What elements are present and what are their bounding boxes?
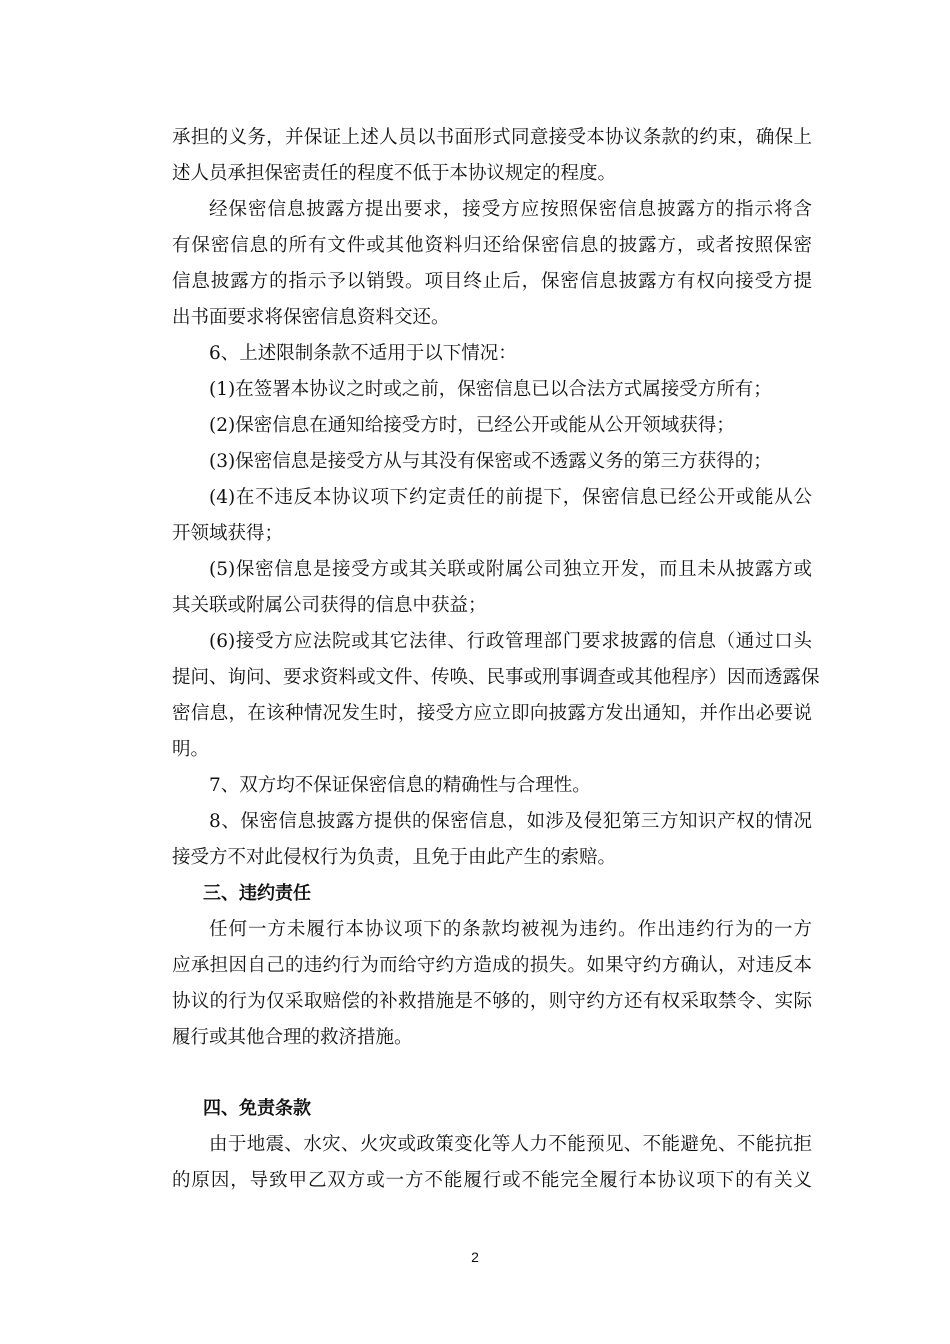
list-item-continued: 其关联或附属公司获得的信息中获益； (172, 595, 487, 616)
list-item: (2)保密信息在通知给接受方时，已经公开或能从公开领域获得； (209, 415, 735, 436)
list-item: (5)保密信息是接受方或其关联或附属公司独立开发，而且未从披露方或 (209, 559, 812, 580)
body-text-line: 8、保密信息披露方提供的保密信息，如涉及侵犯第三方知识产权的情况 (209, 811, 812, 832)
list-item: (6)接受方应法院或其它法律、行政管理部门要求披露的信息（通过口头 (209, 631, 812, 652)
list-item-continued: 密信息，在该种情况发生时，接受方应立即向披露方发出通知，并作出必要说 (172, 703, 812, 724)
body-text-line: 由于地震、水灾、火灾或政策变化等人力不能预见、不能避免、不能抗拒 (209, 1134, 812, 1155)
body-text-line: 任何一方未履行本协议项下的条款均被视为违约。作出违约行为的一方 (209, 919, 812, 940)
page-number: 2 (471, 1249, 479, 1265)
body-text-line: 承担的义务，并保证上述人员以书面形式同意接受本协议条款的约束，确保上 (172, 127, 812, 148)
body-text-line: 出书面要求将保密信息资料交还。 (172, 307, 450, 328)
list-item: (4)在不违反本协议项下约定责任的前提下，保密信息已经公开或能从公 (209, 487, 812, 508)
body-text-line: 7、双方均不保证保密信息的精确性与合理性。 (209, 775, 591, 796)
body-text-line: 履行或其他合理的救济措施。 (172, 1027, 413, 1048)
body-text-line: 经保密信息披露方提出要求，接受方应按照保密信息披露方的指示将含 (209, 199, 812, 220)
list-item: (1)在签署本协议之时或之前，保密信息已以合法方式属接受方所有； (209, 379, 772, 400)
body-text-line: 应承担因自己的违约行为而给守约方造成的损失。如果守约方确认，对违反本 (172, 955, 812, 976)
body-text-line: 的原因，导致甲乙双方或一方不能履行或不能完全履行本协议项下的有关义 (172, 1170, 812, 1191)
section-heading: 四、免责条款 (203, 1098, 311, 1119)
body-text-line: 信息披露方的指示予以销毁。项目终止后，保密信息披露方有权向接受方提 (172, 271, 812, 292)
list-item-continued: 明。 (172, 739, 210, 760)
list-item-continued: 提问、询问、要求资料或文件、传唤、民事或刑事调查或其他程序）因而透露保 (172, 667, 820, 688)
body-text-line: 有保密信息的所有文件或其他资料归还给保密信息的披露方，或者按照保密 (172, 235, 812, 256)
list-item-continued: 开领域获得； (172, 523, 284, 544)
section-heading: 三、违约责任 (203, 883, 311, 904)
body-text-line: 接受方不对此侵权行为负责，且免于由此产生的索赔。 (172, 847, 617, 868)
list-intro: 6、上述限制条款不适用于以下情况： (209, 343, 517, 364)
body-text-line: 述人员承担保密责任的程度不低于本协议规定的程度。 (172, 163, 617, 184)
list-item: (3)保密信息是接受方从与其没有保密或不透露义务的第三方获得的； (209, 451, 772, 472)
body-text-line: 协议的行为仅采取赔偿的补救措施是不够的，则守约方还有权采取禁令、实际 (172, 991, 812, 1012)
